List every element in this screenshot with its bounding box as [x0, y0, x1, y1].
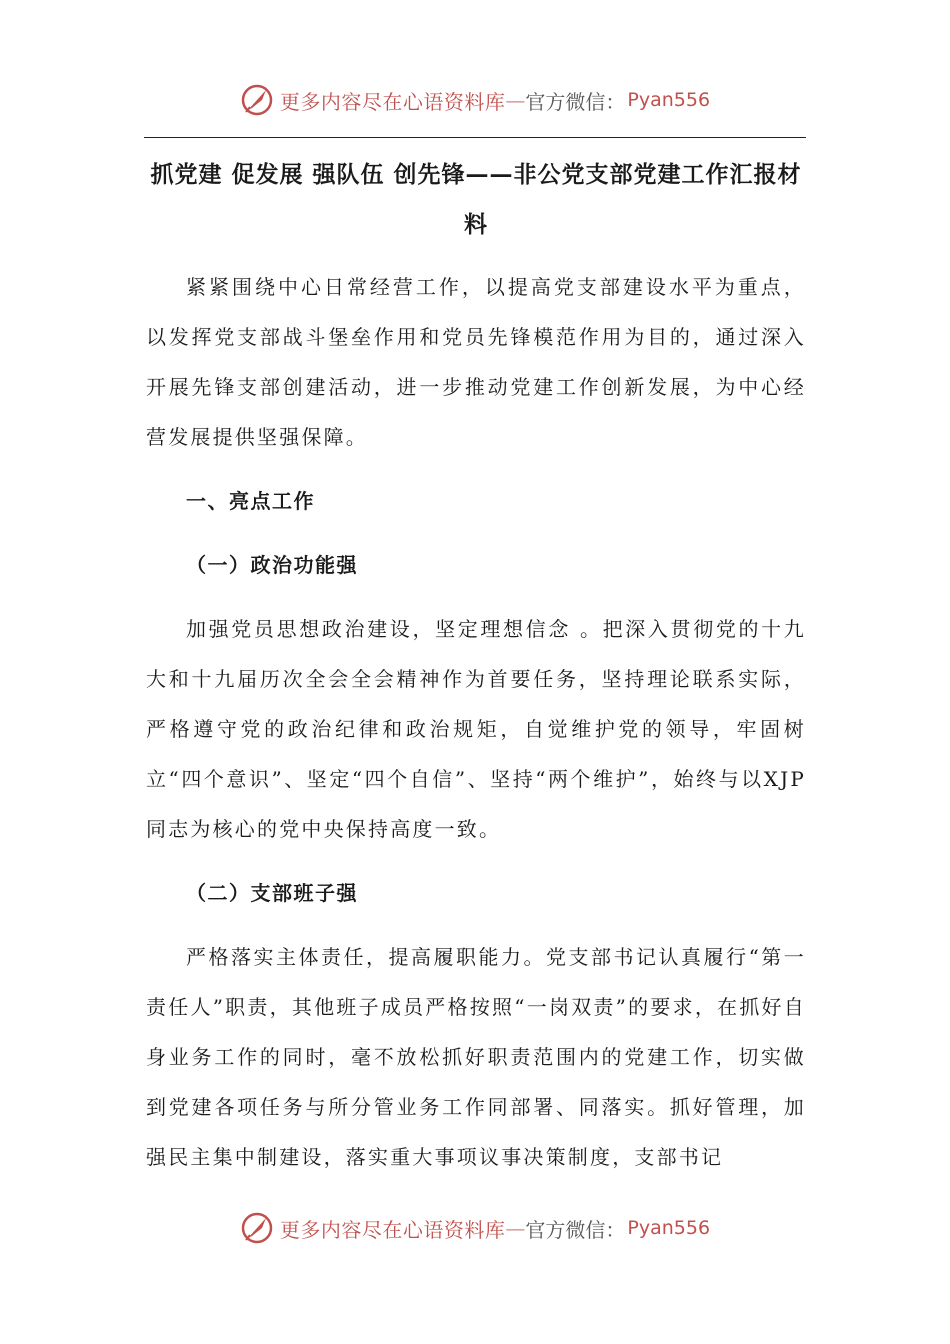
header-divider	[144, 137, 806, 138]
banner-separator: —	[505, 88, 526, 112]
subsection-body-political: 加强党员思想政治建设，坚定理想信念 。把深入贯彻党的十九大和十九届历次全会全会精神作为首要任务，坚持理论联系实际，严格遵守党的政治纪律和政治规矩，自觉维护党的领导，牢固树立“四个意识”、坚定“四个自信”、坚持“两个维护”，始终与以XJP同志为核心的党中央保持高度一致。	[146, 617, 806, 841]
banner-wechat-id: Pyan556	[627, 89, 711, 111]
banner-main-text: 更多内容尽在心语资料库	[279, 89, 506, 114]
quill-pen-logo-icon	[240, 1211, 274, 1245]
subsection-heading-political: （一）政治功能强	[186, 553, 358, 577]
footer-wechat-label: 官方微信：	[525, 1217, 626, 1242]
footer-banner	[0, 1208, 950, 1248]
document-body	[146, 150, 806, 1182]
document-title: 抓党建 促发展 强队伍 创先锋——非公党支部党建工作汇报材料	[150, 161, 802, 238]
footer-wechat-id: Pyan556	[627, 1217, 711, 1239]
quill-pen-logo-icon	[240, 83, 274, 117]
section-heading-highlights: 一、亮点工作	[186, 489, 315, 513]
banner-wechat-label: 官方微信：	[525, 89, 626, 114]
intro-paragraph: 紧紧围绕中心日常经营工作，以提高党支部建设水平为重点，以发挥党支部战斗堡垒作用和党员先锋模范作用为目的，通过深入开展先锋支部创建活动，进一步推动党建工作创新发展，为中心经营发展提供坚强保障。	[146, 275, 806, 449]
subsection-body-leadership: 严格落实主体责任，提高履职能力。党支部书记认真履行“第一责任人”职责，其他班子成员严格按照“一岗双责”的要求，在抓好自身业务工作的同时，毫不放松抓好职责范围内的党建工作，切实做到党建各项任务与所分管业务工作同部署、同落实。抓好管理，加强民主集中制建设，落实重大事项议事决策制度，支部书记	[146, 945, 806, 1169]
footer-main-text: 更多内容尽在心语资料库	[279, 1217, 506, 1242]
subsection-heading-leadership: （二）支部班子强	[186, 881, 358, 905]
header-banner	[0, 80, 950, 120]
footer-separator: —	[505, 1216, 526, 1240]
